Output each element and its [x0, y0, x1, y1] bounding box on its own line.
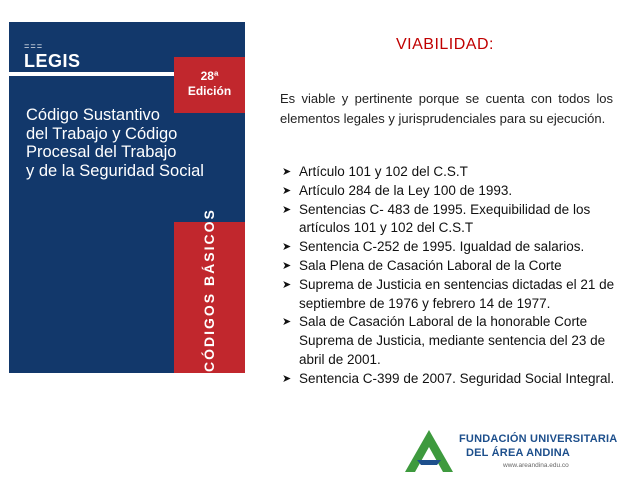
list-item-text: Sentencias C- 483 de 1995. Exequibilidad de los artículos 101 y 102 del C.S.T: [299, 201, 591, 236]
list-item-text: Artículo 101 y 102 del C.S.T: [299, 164, 468, 179]
arrow-bullet-icon: ➤: [282, 184, 292, 197]
series-label: CÓDIGOS BÁSICOS: [201, 208, 217, 372]
arrow-bullet-icon: ➤: [282, 316, 292, 329]
logo-line-2: DEL ÁREA ANDINA: [466, 447, 571, 459]
arrow-bullet-icon: ➤: [282, 259, 292, 272]
list-item: [282, 238, 617, 257]
list-item: [282, 201, 617, 239]
intro-paragraph: Es viable y pertinente porque se cuenta con todos los elementos legales y jurisprudenciales para su ejecución.: [280, 91, 613, 126]
areandina-logo: [403, 428, 618, 474]
legis-logo-text: LEGIS: [24, 51, 81, 71]
legal-basis-list: [282, 163, 617, 389]
book-title-line: del Trabajo y Código: [26, 124, 178, 143]
edition-badge: [174, 57, 245, 113]
list-item-text: Sala Plena de Casación Laboral de la Corte: [299, 257, 562, 273]
edition-number: 28ª: [200, 69, 219, 83]
arrow-bullet-icon: ➤: [282, 203, 292, 216]
book-cover-image: [9, 22, 245, 373]
list-item: [282, 370, 617, 389]
andina-a-icon: [403, 428, 455, 474]
arrow-bullet-icon: ➤: [282, 278, 292, 291]
list-item-text: Sentencia C-399 de 2007. Seguridad Social Integral.: [299, 370, 615, 386]
list-item: [282, 182, 617, 201]
slide-title: VIABILIDAD:: [396, 36, 494, 53]
legis-logo-mark: ===: [24, 42, 44, 52]
book-title-line: Código Sustantivo: [26, 106, 160, 124]
list-item-text: Sala de Casación Laboral de la honorable Corte Suprema de Justicia, mediante sentencia del 23 de abril de 2001.: [299, 314, 606, 367]
list-item: [282, 163, 617, 182]
list-item: [282, 257, 617, 276]
edition-label: Edición: [187, 84, 232, 98]
list-item-text: Sentencia C-252 de 1995. Igualdad de salarios.: [299, 239, 585, 255]
legis-logo: [24, 42, 81, 72]
list-item: [282, 276, 617, 314]
arrow-bullet-icon: ➤: [282, 372, 292, 385]
list-item-text: Suprema de Justicia en sentencias dictadas el 21 de septiembre de 1976 y febrero 14 de 1977.: [299, 276, 615, 311]
arrow-bullet-icon: ➤: [282, 241, 292, 254]
list-item-text: Artículo 284 de la Ley 100 de 1993.: [299, 182, 513, 198]
logo-url: www.areandina.edu.co: [503, 462, 569, 469]
book-title-line: Procesal del Trabajo: [26, 143, 177, 161]
arrow-bullet-icon: ➤: [282, 166, 292, 178]
logo-line-1: FUNDACIÓN UNIVERSITARIA: [459, 433, 618, 445]
list-item: [282, 313, 617, 369]
book-title: [26, 106, 206, 180]
book-title-line: y de la Seguridad Social: [26, 161, 204, 180]
